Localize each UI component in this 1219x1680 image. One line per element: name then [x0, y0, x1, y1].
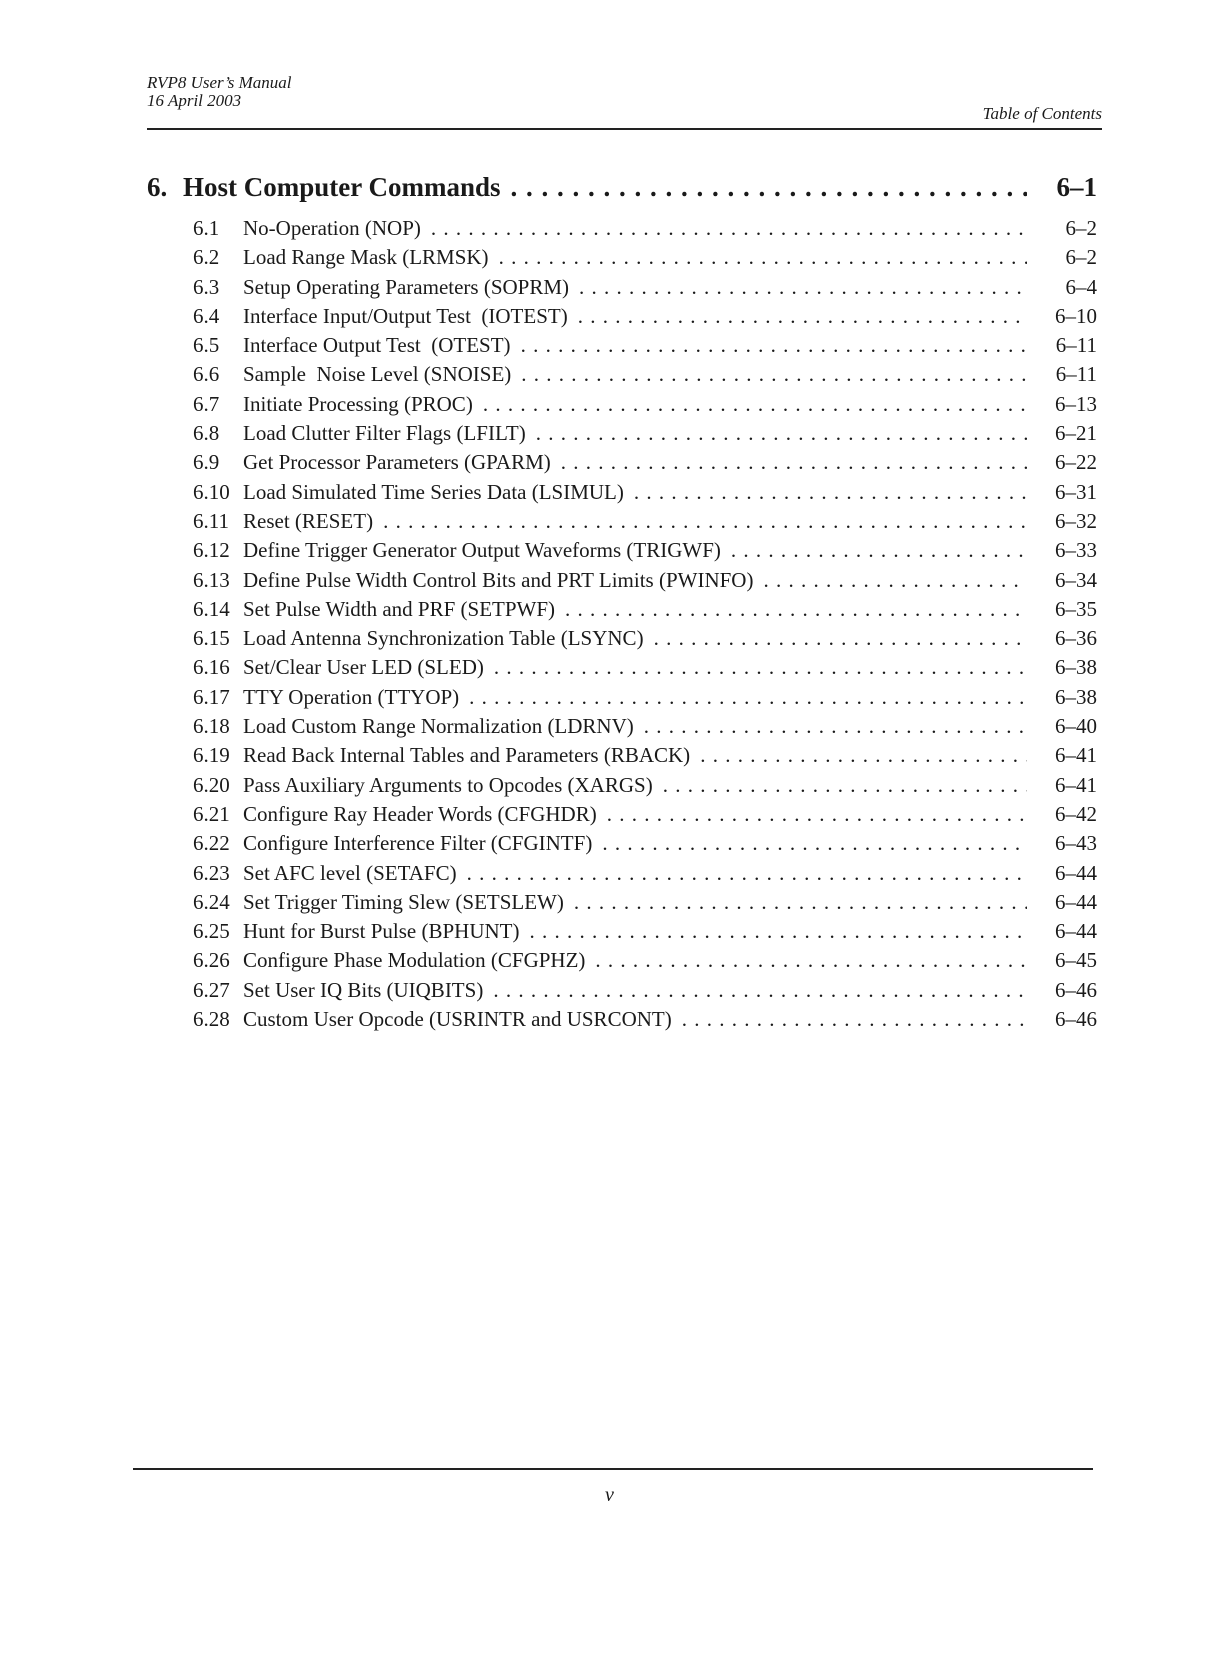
toc-entry-page: 6–36	[1055, 626, 1097, 651]
dot-leader	[654, 626, 1027, 651]
toc-entry-page: 6–2	[1065, 245, 1097, 270]
toc-entry[interactable]	[147, 304, 1097, 333]
toc-entry-page: 6–42	[1055, 801, 1097, 826]
toc-entry[interactable]	[147, 275, 1097, 304]
toc-entry-page: 6–34	[1055, 567, 1097, 592]
header-divider	[147, 128, 1102, 130]
toc-entry-page: 6–45	[1055, 948, 1097, 973]
toc-entry-page: 6–31	[1055, 479, 1097, 504]
toc-entry-title: Define Pulse Width Control Bits and PRT Limits (PWINFO)	[243, 567, 754, 592]
toc-entry-title: Set/Clear User LED (SLED)	[243, 655, 484, 680]
toc-entry-number: 6.2	[193, 245, 220, 270]
toc-entry-page: 6–44	[1055, 919, 1097, 944]
toc-entry-number: 6.15	[193, 626, 230, 651]
page-header	[147, 73, 1102, 123]
header-section-title: Table of Contents	[982, 104, 1102, 123]
footer-divider	[133, 1468, 1093, 1470]
toc-entry[interactable]	[147, 802, 1097, 831]
toc-entry[interactable]	[147, 685, 1097, 714]
toc-entry[interactable]	[147, 948, 1097, 977]
toc-entry-page: 6–32	[1055, 508, 1097, 533]
toc-entry-page: 6–44	[1055, 889, 1097, 914]
toc-entry-number: 6.3	[193, 274, 220, 299]
toc-entry[interactable]	[147, 978, 1097, 1007]
toc-entry-title: Load Clutter Filter Flags (LFILT)	[243, 421, 526, 446]
toc-entry-number: 6.7	[193, 391, 220, 416]
toc-entry[interactable]	[147, 714, 1097, 743]
toc-entry-title: Set AFC level (SETAFC)	[243, 860, 457, 885]
dot-leader	[494, 655, 1027, 680]
toc-entry-number: 6.11	[193, 508, 229, 533]
toc-entry-title: No-Operation (NOP)	[243, 216, 421, 240]
toc-entry-number: 6.26	[193, 948, 230, 973]
toc-entry-number: 6.10	[193, 479, 230, 504]
dot-leader	[763, 568, 1027, 593]
toc-entry-list	[147, 216, 1097, 1036]
dot-leader	[595, 948, 1027, 973]
toc-entry-number: 6.23	[193, 860, 230, 885]
toc-entry[interactable]	[147, 480, 1097, 509]
toc-entry-page: 6–41	[1055, 743, 1097, 768]
toc-entry-number: 6.19	[193, 743, 230, 768]
toc-entry[interactable]	[147, 743, 1097, 772]
toc-entry-number: 6.13	[193, 567, 230, 592]
toc-entry-page: 6–2	[1065, 216, 1097, 240]
toc-entry-page: 6–38	[1055, 655, 1097, 680]
chapter-number: 6.	[147, 172, 168, 202]
toc-entry-title: Setup Operating Parameters (SOPRM)	[243, 274, 570, 299]
toc-entry-page: 6–33	[1055, 538, 1097, 563]
toc-entry-page: 6–11	[1055, 362, 1097, 387]
toc-entry-title: Interface Input/Output Test (IOTEST)	[243, 303, 568, 328]
dot-leader	[634, 480, 1027, 505]
toc-entry-number: 6.27	[193, 977, 230, 1002]
toc-entry-page: 6–10	[1055, 303, 1097, 328]
toc-entry-number: 6.28	[193, 1007, 230, 1032]
toc-entry[interactable]	[147, 597, 1097, 626]
dot-leader	[574, 890, 1027, 915]
toc-entry-page: 6–21	[1055, 421, 1097, 446]
toc-entry-title: Configure Ray Header Words (CFGHDR)	[243, 801, 597, 826]
toc-entry-page: 6–40	[1055, 714, 1097, 739]
toc-entry-title: Set Pulse Width and PRF (SETPWF)	[243, 596, 556, 621]
toc-entry[interactable]	[147, 861, 1097, 890]
toc-entry-title: Configure Interference Filter (CFGINTF)	[243, 831, 593, 856]
toc-entry-title: Interface Output Test (OTEST)	[243, 333, 511, 358]
dot-leader	[511, 172, 1027, 203]
toc-entry[interactable]	[147, 831, 1097, 860]
footer-page-number: v	[605, 1484, 614, 1506]
toc-entry[interactable]	[147, 392, 1097, 421]
toc-entry-title: Define Trigger Generator Output Waveforms (TRIGWF)	[243, 538, 721, 563]
toc-entry[interactable]	[147, 421, 1097, 450]
toc-entry[interactable]	[147, 890, 1097, 919]
toc-entry-number: 6.20	[193, 772, 230, 797]
toc-entry-title: Initiate Processing (PROC)	[243, 391, 473, 416]
toc-entry-page: 6–35	[1055, 596, 1097, 621]
dot-leader	[731, 538, 1027, 563]
toc-entry-title: Hunt for Burst Pulse (BPHUNT)	[243, 919, 520, 944]
toc-entry-number: 6.6	[193, 362, 220, 387]
dot-leader	[530, 919, 1028, 944]
toc-entry-number: 6.14	[193, 596, 230, 621]
toc-entry-page: 6–46	[1055, 1007, 1097, 1032]
dot-leader	[383, 509, 1027, 534]
toc-entry-page: 6–43	[1055, 831, 1097, 856]
toc-entry[interactable]	[147, 509, 1097, 538]
toc-chapter-entry[interactable]	[147, 172, 1097, 216]
table-of-contents	[147, 172, 1097, 1036]
toc-entry[interactable]	[147, 538, 1097, 567]
toc-entry[interactable]	[147, 568, 1097, 597]
dot-leader	[483, 392, 1027, 417]
toc-entry-number: 6.21	[193, 801, 230, 826]
toc-entry-number: 6.5	[193, 333, 220, 358]
toc-entry-number: 6.22	[193, 831, 230, 856]
dot-leader	[565, 597, 1027, 622]
toc-entry-title: Load Range Mask (LRMSK)	[243, 245, 489, 270]
toc-entry-title: Get Processor Parameters (GPARM)	[243, 450, 551, 475]
dot-leader	[521, 362, 1027, 387]
toc-entry-title: Sample Noise Level (SNOISE)	[243, 362, 512, 387]
dot-leader	[521, 333, 1027, 358]
toc-entry-title: Custom User Opcode (USRINTR and USRCONT)	[243, 1007, 672, 1032]
toc-entry-page: 6–11	[1055, 333, 1097, 358]
toc-entry-number: 6.12	[193, 538, 230, 563]
toc-entry-page: 6–4	[1065, 274, 1097, 299]
dot-leader	[607, 802, 1027, 827]
toc-entry-title: Read Back Internal Tables and Parameters (RBACK)	[243, 743, 691, 768]
dot-leader	[578, 304, 1027, 329]
dot-leader	[682, 1007, 1027, 1032]
header-left	[147, 74, 1102, 110]
toc-entry-number: 6.9	[193, 450, 220, 475]
toc-entry[interactable]	[147, 216, 1097, 245]
toc-entry[interactable]	[147, 919, 1097, 948]
dot-leader	[536, 421, 1027, 446]
toc-entry-number: 6.8	[193, 421, 220, 446]
chapter-title: Host Computer Commands	[183, 172, 501, 202]
toc-entry-page: 6–41	[1055, 772, 1097, 797]
toc-entry[interactable]	[147, 1007, 1097, 1036]
chapter-page: 6–1	[1056, 172, 1097, 202]
toc-entry-title: Configure Phase Modulation (CFGPHZ)	[243, 948, 586, 973]
toc-entry-title: Set Trigger Timing Slew (SETSLEW)	[243, 889, 564, 914]
dot-leader	[431, 216, 1027, 241]
toc-entry-number: 6.18	[193, 714, 230, 739]
toc-entry-page: 6–38	[1055, 684, 1097, 709]
toc-entry[interactable]	[147, 655, 1097, 684]
toc-entry-page: 6–13	[1055, 391, 1097, 416]
dot-leader	[602, 831, 1027, 856]
manual-date: 16 April 2003	[147, 91, 242, 110]
toc-entry-title: Set User IQ Bits (UIQBITS)	[243, 977, 484, 1002]
toc-entry-title: Load Simulated Time Series Data (LSIMUL)	[243, 479, 624, 504]
toc-entry-title: Load Antenna Synchronization Table (LSYNC)	[243, 626, 644, 651]
toc-entry[interactable]	[147, 626, 1097, 655]
toc-entry[interactable]	[147, 450, 1097, 479]
toc-entry-title: TTY Operation (TTYOP)	[243, 684, 460, 709]
dot-leader	[644, 714, 1027, 739]
toc-entry-number: 6.4	[193, 303, 220, 328]
toc-entry-number: 6.16	[193, 655, 230, 680]
toc-entry-number: 6.1	[193, 216, 220, 240]
toc-entry[interactable]	[147, 333, 1097, 362]
toc-entry-page: 6–44	[1055, 860, 1097, 885]
dot-leader	[467, 861, 1027, 886]
toc-entry-title: Reset (RESET)	[243, 508, 374, 533]
manual-title: RVP8 User’s Manual	[147, 73, 292, 92]
dot-leader	[499, 245, 1027, 270]
toc-entry-page: 6–22	[1055, 450, 1097, 475]
toc-entry-number: 6.24	[193, 889, 230, 914]
dot-leader	[469, 685, 1027, 710]
dot-leader	[579, 275, 1027, 300]
toc-entry-number: 6.17	[193, 684, 230, 709]
toc-entry[interactable]	[147, 362, 1097, 391]
toc-entry-title: Load Custom Range Normalization (LDRNV)	[243, 714, 634, 739]
dot-leader	[663, 773, 1027, 798]
dot-leader	[561, 450, 1027, 475]
dot-leader	[700, 743, 1027, 768]
toc-entry-page: 6–46	[1055, 977, 1097, 1002]
dot-leader	[493, 978, 1027, 1003]
toc-entry-number: 6.25	[193, 919, 230, 944]
toc-entry[interactable]	[147, 773, 1097, 802]
toc-entry-title: Pass Auxiliary Arguments to Opcodes (XARGS)	[243, 772, 653, 797]
toc-entry[interactable]	[147, 245, 1097, 274]
